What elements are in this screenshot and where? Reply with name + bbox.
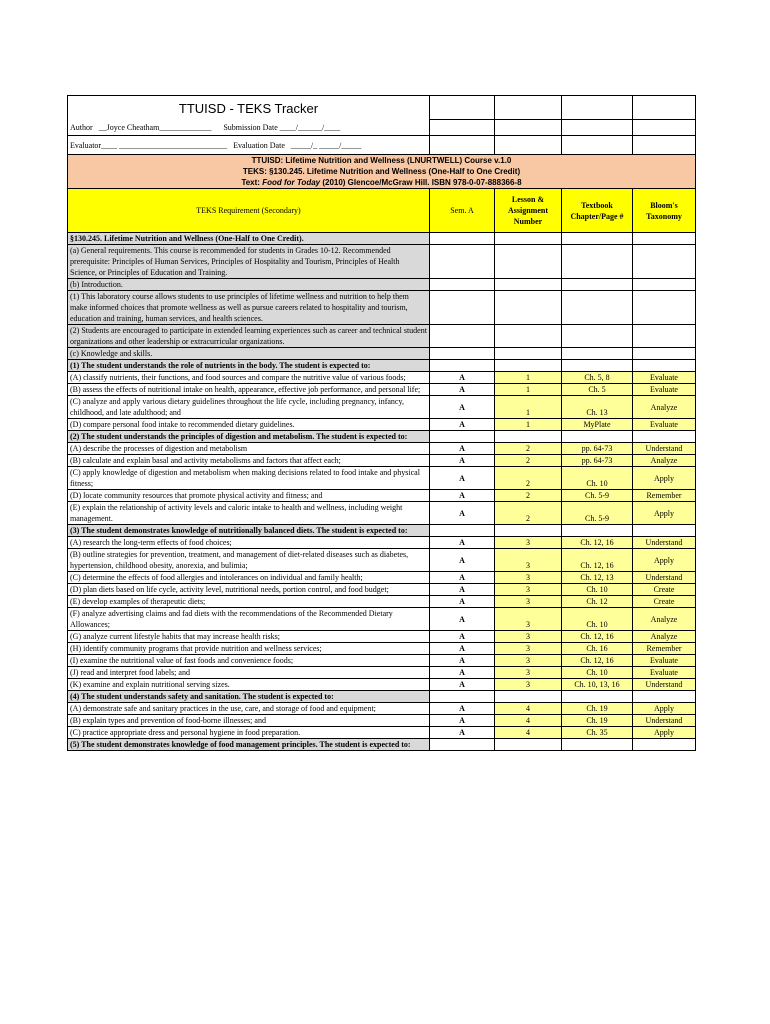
table-row <box>68 396 696 419</box>
table-row <box>68 667 696 679</box>
lesson-cell: 2 <box>495 455 562 467</box>
sem-cell: A <box>430 384 495 396</box>
blooms-cell: Evaluate <box>633 655 696 667</box>
sem-cell: A <box>430 490 495 502</box>
intro-b-row <box>68 279 696 291</box>
intro-knowledge-skills: (c) Knowledge and skills. <box>68 348 430 360</box>
sem-cell: A <box>430 572 495 584</box>
sem-cell: A <box>430 727 495 739</box>
teks-requirement: (C) practice appropriate dress and personal hygiene in food preparation. <box>68 727 430 739</box>
col-header-teks: TEKS Requirement (Secondary) <box>68 189 430 233</box>
lesson-cell: 3 <box>495 549 562 572</box>
sem-cell: A <box>430 643 495 655</box>
table-row <box>68 679 696 691</box>
author-row <box>68 120 696 136</box>
blooms-cell: Analyze <box>633 396 696 419</box>
col-header-sem: Sem. A <box>430 189 495 233</box>
textbook-cell: Ch. 12 <box>562 596 633 608</box>
col-header-blooms: Bloom's Taxonomy <box>633 189 696 233</box>
table-row <box>68 608 696 631</box>
blooms-cell: Create <box>633 596 696 608</box>
course-banner-row <box>68 155 696 189</box>
textbook-cell: Ch. 13 <box>562 396 633 419</box>
textbook-cell: Ch. 10, 13, 16 <box>562 679 633 691</box>
lesson-cell: 3 <box>495 679 562 691</box>
teks-requirement: (H) identify community programs that provide nutrition and wellness services; <box>68 643 430 655</box>
blooms-cell: Remember <box>633 643 696 655</box>
table-row <box>68 631 696 643</box>
blooms-cell: Apply <box>633 727 696 739</box>
textbook-cell: Ch. 5-9 <box>562 490 633 502</box>
course-line-2: TEKS: §130.245. Lifetime Nutrition and Wellness (One-Half to One Credit) <box>242 167 521 176</box>
section-heading-row <box>68 431 696 443</box>
sem-cell: A <box>430 667 495 679</box>
blooms-cell: Understand <box>633 572 696 584</box>
lesson-cell: 1 <box>495 419 562 431</box>
section-heading-row <box>68 360 696 372</box>
sem-cell: A <box>430 631 495 643</box>
teks-requirement: (C) analyze and apply various dietary guidelines throughout the life cycle, including pregnancy, infancy, childhood, and late adulthood; and <box>68 396 430 419</box>
teks-requirement: (B) explain types and prevention of food-borne illnesses; and <box>68 715 430 727</box>
teks-requirement: (J) read and interpret food labels; and <box>68 667 430 679</box>
sem-cell: A <box>430 372 495 384</box>
column-header-row <box>68 189 696 233</box>
lesson-cell: 2 <box>495 443 562 455</box>
sem-cell: A <box>430 502 495 525</box>
table-row <box>68 655 696 667</box>
sem-cell: A <box>430 455 495 467</box>
section-heading-row <box>68 691 696 703</box>
table-row <box>68 643 696 655</box>
teks-requirement: (A) classify nutrients, their functions, and food sources and compare the nutritive value of various foods; <box>68 372 430 384</box>
table-row <box>68 490 696 502</box>
textbook-cell: Ch. 10 <box>562 467 633 490</box>
textbook-cell: pp. 64-73 <box>562 455 633 467</box>
lesson-cell: 3 <box>495 667 562 679</box>
evaluation-date-line: Evaluation Date _____/_ _____/_____ <box>233 140 362 150</box>
teks-requirement: (C) apply knowledge of digestion and metabolism when making decisions related to food intake and physical fitness; <box>68 467 430 490</box>
blooms-cell: Understand <box>633 715 696 727</box>
table-row <box>68 572 696 584</box>
title-row <box>68 96 696 120</box>
blooms-cell: Analyze <box>633 455 696 467</box>
intro-b1-row <box>68 291 696 325</box>
textbook-title: Food for Today <box>262 178 321 187</box>
lesson-cell: 1 <box>495 372 562 384</box>
teks-requirement: (D) compare personal food intake to recommended dietary guidelines. <box>68 419 430 431</box>
sem-cell: A <box>430 537 495 549</box>
lesson-cell: 3 <box>495 631 562 643</box>
textbook-cell: Ch. 12, 16 <box>562 537 633 549</box>
textbook-cell: Ch. 5-9 <box>562 502 633 525</box>
blooms-cell: Understand <box>633 443 696 455</box>
blooms-cell: Evaluate <box>633 384 696 396</box>
table-row <box>68 715 696 727</box>
table-row <box>68 467 696 490</box>
blooms-cell: Analyze <box>633 608 696 631</box>
lesson-cell: 3 <box>495 596 562 608</box>
blooms-cell: Analyze <box>633 631 696 643</box>
lesson-cell: 2 <box>495 502 562 525</box>
teks-requirement: (G) analyze current lifestyle habits that may increase health risks; <box>68 631 430 643</box>
sem-cell: A <box>430 396 495 419</box>
table-row <box>68 549 696 572</box>
evaluator-row <box>68 136 696 155</box>
course-line-3: Text: Food for Today (2010) Glencoe/McGraw Hill. ISBN 978-0-07-888366-8 <box>241 178 522 187</box>
sem-cell: A <box>430 703 495 715</box>
lesson-cell: 3 <box>495 584 562 596</box>
lesson-cell: 4 <box>495 703 562 715</box>
lesson-cell: 4 <box>495 715 562 727</box>
sem-cell: A <box>430 467 495 490</box>
teks-requirement: (D) locate community resources that promote physical activity and fitness; and <box>68 490 430 502</box>
course-line-1: TTUISD: Lifetime Nutrition and Wellness (LNURTWELL) Course v.1.0 <box>251 156 512 165</box>
intro-introduction: (b) Introduction. <box>68 279 430 291</box>
textbook-cell: Ch. 12, 16 <box>562 631 633 643</box>
section-heading: (3) The student demonstrates knowledge of nutritionally balanced diets. The student is expected to: <box>68 525 430 537</box>
sem-cell: A <box>430 419 495 431</box>
table-row <box>68 596 696 608</box>
intro-heading-row <box>68 233 696 245</box>
lesson-cell: 1 <box>495 384 562 396</box>
intro-general-requirements: (a) General requirements. This course is recommended for students in Grades 10-12. Recommended prerequisite: Principles of Human Services, Principles of Hospitality and Tourism, Principles of Health Science, or Principles of Education and Training. <box>68 245 430 279</box>
table-row <box>68 455 696 467</box>
intro-paragraph-2: (2) Students are encouraged to participate in extended learning experiences such as career and technical student organizations and other leadership or extracurricular organizations. <box>68 325 430 348</box>
section-heading-row <box>68 739 696 751</box>
teks-requirement: (B) calculate and explain basal and activity metabolisms and factors that affect each; <box>68 455 430 467</box>
submission-date-line: Submission Date ____/______/____ <box>223 122 341 132</box>
course-banner <box>68 155 696 189</box>
blooms-cell: Evaluate <box>633 667 696 679</box>
teks-requirement: (E) develop examples of therapeutic diets; <box>68 596 430 608</box>
teks-requirement: (A) research the long-term effects of food choices; <box>68 537 430 549</box>
textbook-cell: Ch. 5, 8 <box>562 372 633 384</box>
lesson-cell: 3 <box>495 655 562 667</box>
sem-cell: A <box>430 443 495 455</box>
teks-requirement: (E) explain the relationship of activity levels and caloric intake to health and wellness, including weight management. <box>68 502 430 525</box>
teks-requirement: (C) determine the effects of food allergies and intolerances on individual and family health; <box>68 572 430 584</box>
blooms-cell: Evaluate <box>633 372 696 384</box>
textbook-cell: Ch. 12, 16 <box>562 549 633 572</box>
table-row <box>68 372 696 384</box>
blooms-cell: Create <box>633 584 696 596</box>
blooms-cell: Understand <box>633 537 696 549</box>
sem-cell: A <box>430 596 495 608</box>
intro-c-row <box>68 348 696 360</box>
sem-cell: A <box>430 679 495 691</box>
textbook-cell: Ch. 35 <box>562 727 633 739</box>
evaluator-line: Evaluator____ ___________________________ <box>70 140 228 150</box>
teks-tracker-table <box>67 95 696 751</box>
lesson-cell: 3 <box>495 537 562 549</box>
textbook-cell: Ch. 12, 13 <box>562 572 633 584</box>
blooms-cell: Understand <box>633 679 696 691</box>
lesson-cell: 4 <box>495 727 562 739</box>
section-heading: (4) The student understands safety and sanitation. The student is expected to: <box>68 691 430 703</box>
blooms-cell: Remember <box>633 490 696 502</box>
teks-requirement: (B) assess the effects of nutritional intake on health, appearance, effective job performance, and personal life; <box>68 384 430 396</box>
intro-b2-row <box>68 325 696 348</box>
intro-a-row <box>68 245 696 279</box>
textbook-cell: Ch. 19 <box>562 703 633 715</box>
textbook-cell: Ch. 10 <box>562 584 633 596</box>
page-title: TTUISD - TEKS Tracker <box>178 101 319 117</box>
table-row <box>68 537 696 549</box>
lesson-cell: 2 <box>495 467 562 490</box>
teks-requirement: (A) demonstrate safe and sanitary practices in the use, care, and storage of food and equipment; <box>68 703 430 715</box>
table-row <box>68 443 696 455</box>
lesson-cell: 3 <box>495 608 562 631</box>
section-heading: (5) The student demonstrates knowledge of food management principles. The student is expected to: <box>68 739 430 751</box>
lesson-cell: 2 <box>495 490 562 502</box>
sem-cell: A <box>430 549 495 572</box>
teks-requirement: (F) analyze advertising claims and fad diets with the recommendations of the Recommended Dietary Allowances; <box>68 608 430 631</box>
intro-heading: §130.245. Lifetime Nutrition and Wellness (One-Half to One Credit). <box>68 233 430 245</box>
textbook-cell: Ch. 19 <box>562 715 633 727</box>
lesson-cell: 1 <box>495 396 562 419</box>
blooms-cell: Apply <box>633 502 696 525</box>
teks-requirement: (I) examine the nutritional value of fast foods and convenience foods; <box>68 655 430 667</box>
teks-requirement: (D) plan diets based on life cycle, activity level, nutritional needs, portion control, and food budget; <box>68 584 430 596</box>
textbook-cell: MyPlate <box>562 419 633 431</box>
teks-requirement: (K) examine and explain nutritional serving sizes. <box>68 679 430 691</box>
blooms-cell: Apply <box>633 467 696 490</box>
sem-cell: A <box>430 584 495 596</box>
textbook-cell: pp. 64-73 <box>562 443 633 455</box>
intro-paragraph-1: (1) This laboratory course allows students to use principles of lifetime wellness and nutrition to help them make informed choices that promote wellness as well as pursue careers related to hospitality and tourism, education and training, human services, and health sciences. <box>68 291 430 325</box>
textbook-cell: Ch. 16 <box>562 643 633 655</box>
table-row <box>68 419 696 431</box>
lesson-cell: 3 <box>495 643 562 655</box>
blooms-cell: Evaluate <box>633 419 696 431</box>
table-row <box>68 502 696 525</box>
table-row <box>68 384 696 396</box>
textbook-cell: Ch. 10 <box>562 608 633 631</box>
teks-requirement: (A) describe the processes of digestion and metabolism <box>68 443 430 455</box>
sem-cell: A <box>430 715 495 727</box>
textbook-cell: Ch. 10 <box>562 667 633 679</box>
table-row <box>68 703 696 715</box>
blooms-cell: Apply <box>633 549 696 572</box>
col-header-textbook: Textbook Chapter/Page # <box>562 189 633 233</box>
lesson-cell: 3 <box>495 572 562 584</box>
sem-cell: A <box>430 608 495 631</box>
teks-requirement: (B) outline strategies for prevention, treatment, and management of diet-related diseases such as diabetes, hypertension, childhood obesity, anorexia, and bulimia; <box>68 549 430 572</box>
table-row <box>68 584 696 596</box>
blooms-cell: Apply <box>633 703 696 715</box>
table-row <box>68 727 696 739</box>
sem-cell: A <box>430 655 495 667</box>
section-heading-row <box>68 525 696 537</box>
textbook-cell: Ch. 12, 16 <box>562 655 633 667</box>
section-heading: (1) The student understands the role of nutrients in the body. The student is expected to: <box>68 360 430 372</box>
col-header-lesson: Lesson & Assignment Number <box>495 189 562 233</box>
textbook-cell: Ch. 5 <box>562 384 633 396</box>
section-heading: (2) The student understands the principles of digestion and metabolism. The student is expected to: <box>68 431 430 443</box>
author-line: Author __Joyce Cheatham_____________ <box>70 122 212 132</box>
